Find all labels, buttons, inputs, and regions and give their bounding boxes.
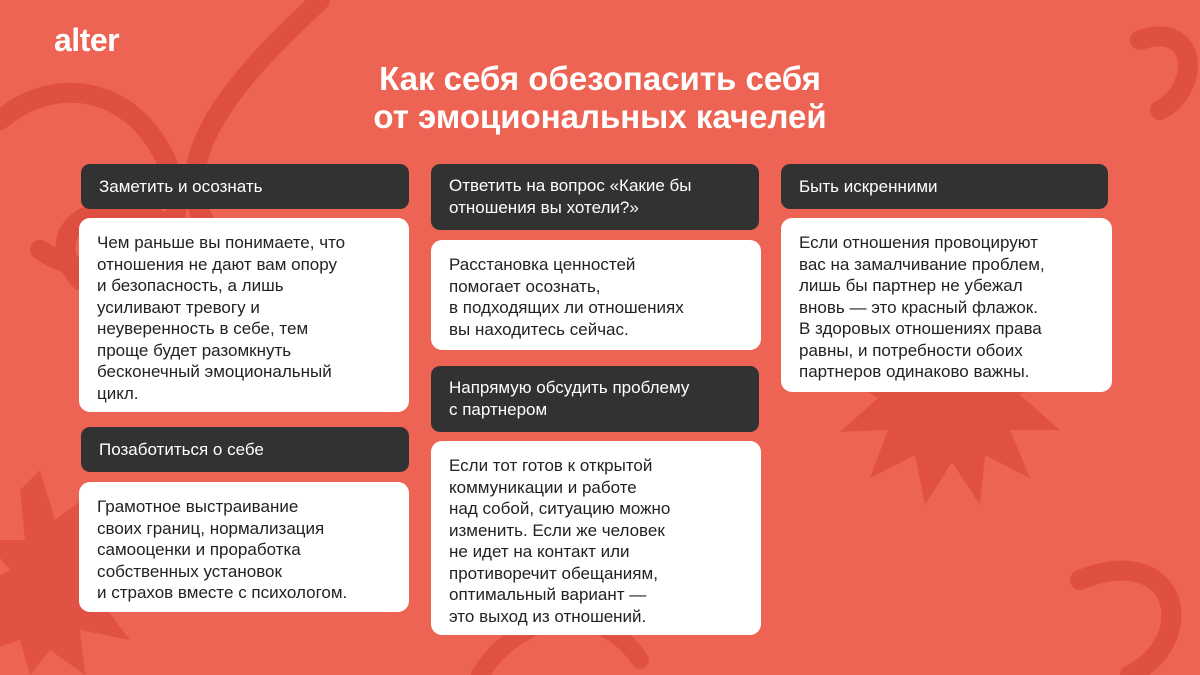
card-line: неуверенность в себе, тем xyxy=(97,319,309,338)
section-card-sincere xyxy=(781,218,1112,392)
card-line: изменить. Если же человек xyxy=(449,520,665,540)
section-label-notice xyxy=(81,164,409,209)
card-line: своих границ, нормализация xyxy=(97,518,325,538)
card-line: проще будет разомкнуть xyxy=(97,340,292,360)
section-label-text: Быть искренними xyxy=(799,176,938,196)
section-label-sincere xyxy=(781,164,1108,209)
card-line: В здоровых отношениях права xyxy=(799,319,1042,338)
card-line: и безопасность, а лишь xyxy=(97,276,284,295)
title-line: Как себя обезопасить себя xyxy=(379,60,821,97)
card-line: Грамотное выстраивание xyxy=(97,497,299,516)
section-label-text: Напрямую обсудить проблему xyxy=(449,378,690,397)
card-line: Расстановка ценностей xyxy=(449,255,636,274)
section-card-self-care xyxy=(79,482,409,612)
card-line: в подходящих ли отношениях xyxy=(449,298,684,317)
card-line: и страхов вместе с психологом. xyxy=(97,583,348,602)
card-line: оптимальный вариант — xyxy=(449,585,647,604)
card-line: отношения не дают вам опору xyxy=(97,254,338,274)
page-title xyxy=(0,60,1200,136)
section-label-discuss xyxy=(431,366,759,432)
card-line: бесконечный эмоциональный xyxy=(97,362,332,381)
card-line: над собой, ситуацию можно xyxy=(449,499,671,518)
card-line: Если отношения провоцируют xyxy=(799,233,1038,252)
card-line: самооценки и проработка xyxy=(97,540,301,559)
card-line: равны, и потребности обоих xyxy=(799,340,1023,360)
section-card-discuss xyxy=(431,441,761,635)
section-label-text: с партнером xyxy=(449,400,548,419)
card-line: Если тот готов к открытой xyxy=(449,456,653,475)
section-label-text: Ответить на вопрос «Какие бы xyxy=(449,176,692,195)
card-line: партнеров одинаково важны. xyxy=(799,362,1030,381)
section-label-text: Позаботиться о себе xyxy=(99,439,264,459)
card-line: цикл. xyxy=(97,383,139,403)
section-label-self-care xyxy=(81,427,409,472)
card-line: усиливают тревогу и xyxy=(97,297,260,317)
card-line: лишь бы партнер не убежал xyxy=(799,276,1023,295)
section-label-text: отношения вы хотели?» xyxy=(449,198,639,217)
brand-logo: alter xyxy=(54,22,120,58)
card-line: вас на замалчивание проблем, xyxy=(799,254,1045,274)
section-card-notice xyxy=(79,218,409,412)
card-line: это выход из отношений. xyxy=(449,606,647,626)
card-line: вновь — это красный флажок. xyxy=(799,297,1038,317)
card-line: коммуникации и работе xyxy=(449,477,637,497)
section-label-question xyxy=(431,164,759,230)
title-line: от эмоциональных качелей xyxy=(373,98,827,135)
card-line: вы находитесь сейчас. xyxy=(449,319,629,339)
section-label-text: Заметить и осознать xyxy=(99,176,263,196)
card-line: не идет на контакт или xyxy=(449,542,630,561)
card-line: собственных установок xyxy=(97,561,282,581)
decorative-loop-bottom-right xyxy=(1080,571,1171,675)
section-card-question xyxy=(431,240,761,350)
card-line: помогает осознать, xyxy=(449,276,601,296)
card-line: Чем раньше вы понимаете, что xyxy=(97,233,346,252)
card-line: противоречит обещаниям, xyxy=(449,563,658,583)
